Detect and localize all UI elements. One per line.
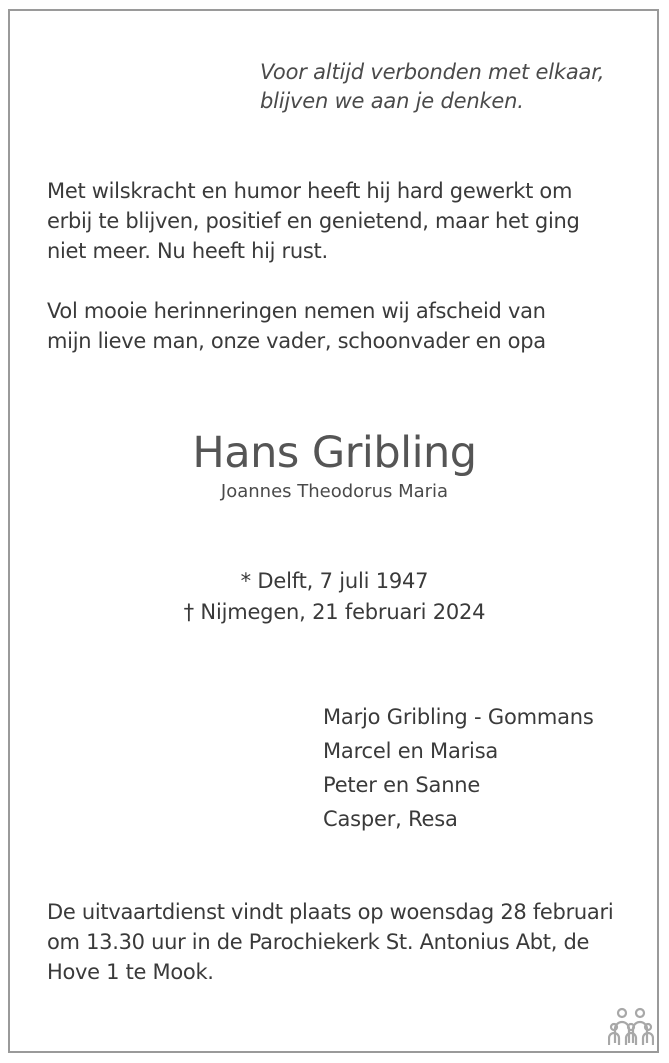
farewell-line-2: mijn lieve man, onze vader, schoonvader en opa xyxy=(47,329,546,353)
family-member: Peter en Sanne xyxy=(323,773,481,797)
farewell-line-1: Vol mooie herinneringen nemen wij afscheid van xyxy=(47,299,546,323)
life-dates xyxy=(0,566,669,628)
motto xyxy=(260,58,604,116)
service-paragraph xyxy=(47,897,613,987)
family-member: Casper, Resa xyxy=(323,807,458,831)
motto-line-2: blijven we aan je denken. xyxy=(260,89,524,113)
death-date: † Nijmegen, 21 februari 2024 xyxy=(183,600,486,624)
family-member: Marcel en Marisa xyxy=(323,739,499,763)
intro-line-2: erbij te blijven, positief en genietend, maar het ging xyxy=(47,209,580,233)
people-group-icon xyxy=(608,1005,654,1047)
deceased-full-name: Joannes Theodorus Maria xyxy=(220,481,449,502)
family-list xyxy=(323,700,594,836)
family-member: Marjo Gribling - Gommans xyxy=(323,705,594,729)
motto-line-1: Voor altijd verbonden met elkaar, xyxy=(260,60,605,84)
intro-line-3: niet meer. Nu heeft hij rust. xyxy=(47,239,328,263)
deceased-name: Hans Gribling xyxy=(192,428,477,478)
birth-date: * Delft, 7 juli 1947 xyxy=(240,569,429,593)
intro-paragraph xyxy=(47,176,580,266)
intro-line-1: Met wilskracht en humor heeft hij hard gewerkt om xyxy=(47,179,573,203)
farewell-paragraph xyxy=(47,296,546,356)
service-line-3: Hove 1 te Mook. xyxy=(47,960,214,984)
service-line-1: De uitvaartdienst vindt plaats op woensdag 28 februari xyxy=(47,900,614,924)
service-line-2: om 13.30 uur in de Parochiekerk St. Antonius Abt, de xyxy=(47,930,590,954)
